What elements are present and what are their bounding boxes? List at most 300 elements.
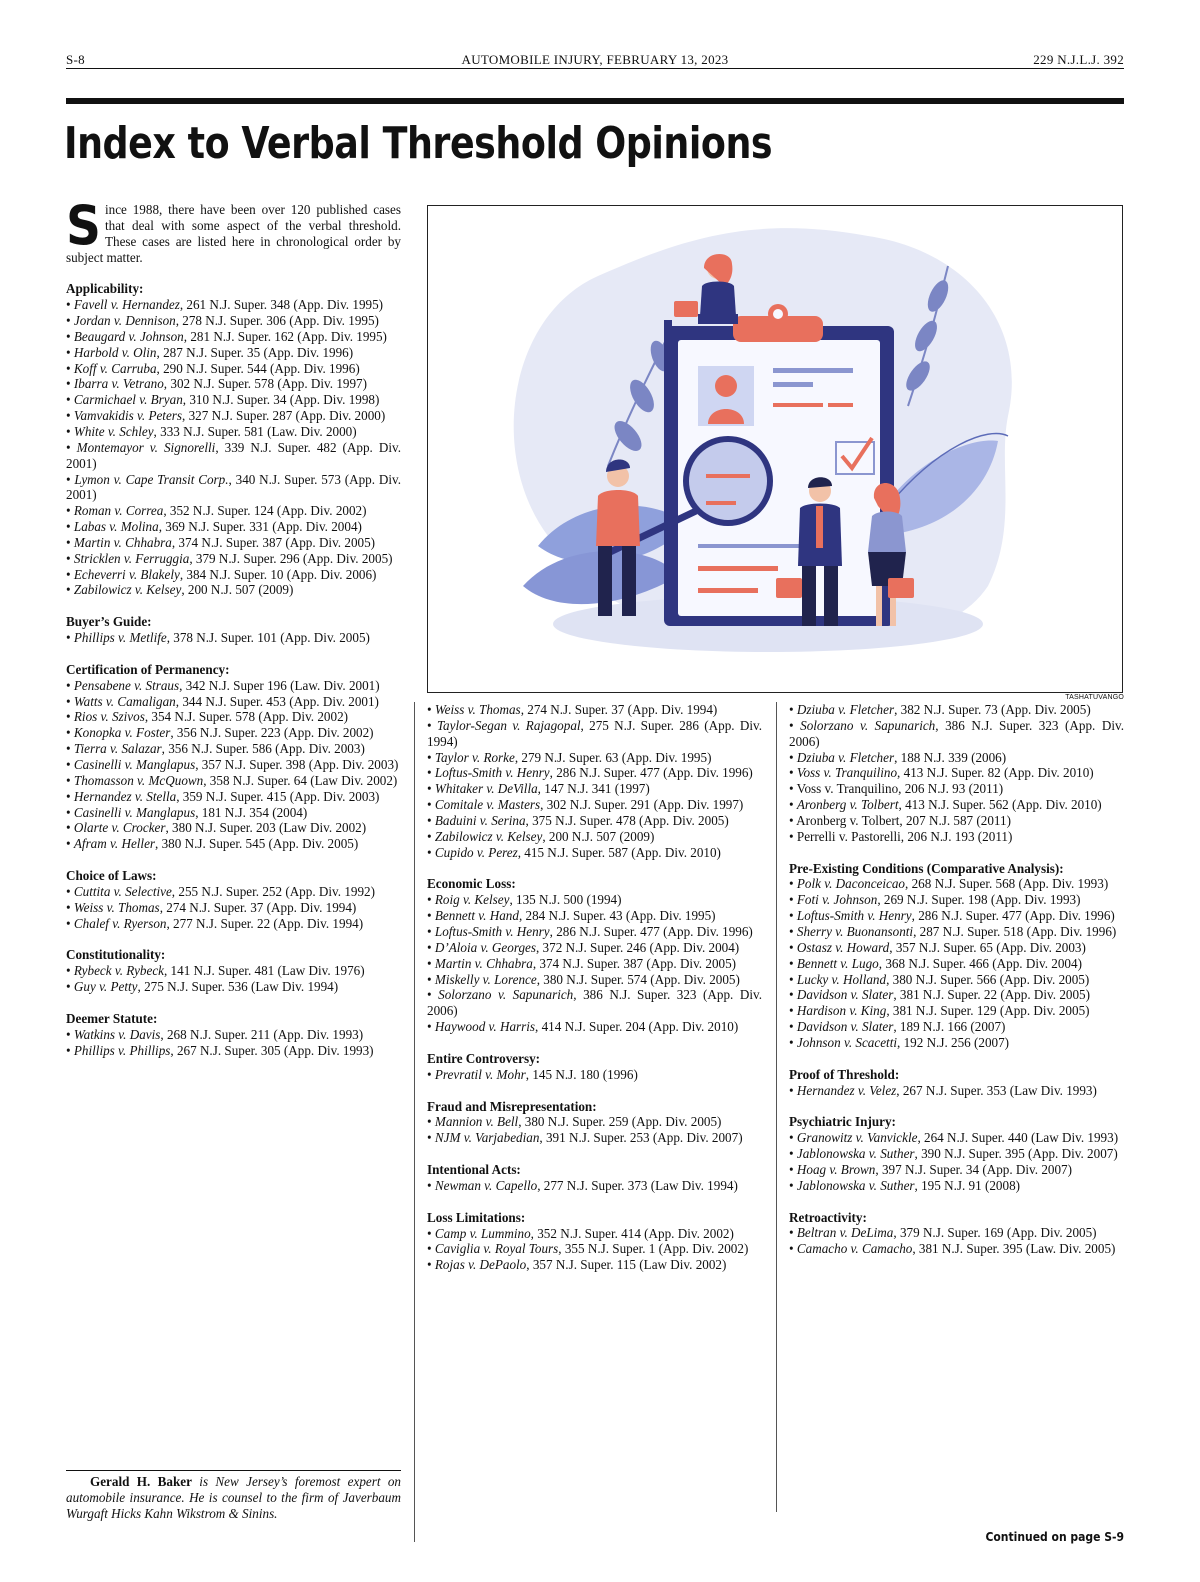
column-divider xyxy=(414,702,415,1542)
case-citation: , 380 N.J. Super. 203 (Law Div. 2002) xyxy=(165,820,367,836)
case-entry: • Martin v. Chhabra, 374 N.J. Super. 387 (App. Div. 2005) xyxy=(66,534,376,550)
case-citation: , 414 N.J. Super. 204 (App. Div. 2010) xyxy=(535,1019,739,1035)
case-citation: , 200 N.J. 507 (2009) xyxy=(181,582,294,598)
case-entry: • Watts v. Camaligan, 344 N.J. Super. 453 (App. Div. 2001) xyxy=(66,693,379,709)
column-3 xyxy=(789,702,1124,1273)
case-citation: , 333 N.J. Super. 581 (Law. Div. 2000) xyxy=(153,423,357,439)
case-name: Guy v. Petty xyxy=(73,979,138,995)
column-divider xyxy=(776,702,777,1512)
case-citation: , 275 N.J. Super. 286 (App. Div. 1994) xyxy=(427,717,763,749)
case-name: Roman v. Correa xyxy=(73,503,164,519)
index-section xyxy=(789,1114,1124,1193)
section-heading: Buyer’s Guide: xyxy=(66,614,152,630)
case-name: Miskelly v. Lorence xyxy=(434,971,537,987)
case-citation: , 281 N.J. Super. 162 (App. Div. 1995) xyxy=(183,328,387,344)
case-entry: • Echeverri v. Blakely, 384 N.J. Super. 10 (App. Div. 2006) xyxy=(66,566,377,582)
case-citation: , 357 N.J. Super. 398 (App. Div. 2003) xyxy=(195,757,399,772)
case-name: Baduini v. Serina xyxy=(434,812,526,828)
case-name: Zabilowicz v. Kelsey xyxy=(434,828,543,844)
case-name: Loftus-Smith v. Henry xyxy=(434,923,550,939)
case-name: Ostasz v. Howard xyxy=(796,939,890,955)
case-entry: • Tierra v. Salazar, 356 N.J. Super. 586 (App. Div. 2003) xyxy=(66,741,365,757)
case-entry: • Zabilowicz v. Kelsey, 200 N.J. 507 (2009) xyxy=(427,828,655,844)
case-citation: , 380 N.J. Super. 259 (App. Div. 2005) xyxy=(518,1114,722,1130)
case-entry: • Camp v. Lummino, 352 N.J. Super. 414 (App. Div. 2002) xyxy=(427,1225,734,1241)
case-entry: • Taylor-Segan v. Rajagopal, 275 N.J. Super. 286 (App. Div. 1994) xyxy=(427,717,763,749)
case-name: Roig v. Kelsey xyxy=(434,892,510,908)
case-name: Phillips v. Phillips xyxy=(73,1042,171,1058)
case-entry: • Phillips v. Metlife, 378 N.J. Super. 101 (App. Div. 2005) xyxy=(66,630,370,646)
section-heading: Retroactivity: xyxy=(789,1209,867,1225)
heavy-rule xyxy=(66,98,1124,104)
case-name: Thomasson v. McQuown xyxy=(73,772,204,788)
case-citation: , 380 N.J. Super. 574 (App. Div. 2005) xyxy=(536,971,740,987)
column-2-sections xyxy=(427,702,762,1273)
case-name: Afram v. Heller xyxy=(73,836,156,852)
case-citation: , 356 N.J. Super. 223 (App. Div. 2002) xyxy=(170,725,374,741)
index-section xyxy=(427,1099,762,1147)
case-entry: • Ostasz v. Howard, 357 N.J. Super. 65 (App. Div. 2003) xyxy=(789,939,1086,955)
case-entry: • Afram v. Heller, 380 N.J. Super. 545 (App. Div. 2005) xyxy=(66,836,359,852)
column-2 xyxy=(427,702,762,1289)
section-heading: Economic Loss: xyxy=(427,876,516,892)
case-name: Loftus-Smith v. Henry xyxy=(796,908,912,924)
case-entry: • Konopka v. Foster, 356 N.J. Super. 223 (App. Div. 2002) xyxy=(66,725,374,741)
case-name: Montemayor v. Signorelli xyxy=(76,439,216,455)
case-entry: • Aronberg v. Tolbert, 413 N.J. Super. 562 (App. Div. 2010) xyxy=(789,797,1102,813)
case-citation: , 188 N.J. 339 (2006) xyxy=(894,749,1007,765)
case-citation: , 380 N.J. Super. 566 (App. Div. 2005) xyxy=(886,971,1090,987)
case-citation: , 354 N.J. Super. 578 (App. Div. 2002) xyxy=(144,709,349,725)
case-entry: • Favell v. Hernandez, 261 N.J. Super. 348 (App. Div. 1995) xyxy=(66,297,384,313)
case-name: Zabilowicz v. Kelsey xyxy=(73,582,182,598)
case-entry: • Pensabene v. Straus, 342 N.J. Super 196 (Law. Div. 2001) xyxy=(66,677,380,693)
case-citation: , 355 N.J. Super. 1 (App. Div. 2002) xyxy=(558,1241,749,1257)
case-entry: • Guy v. Petty, 275 N.J. Super. 536 (Law Div. 1994) xyxy=(66,979,339,995)
illustration xyxy=(427,205,1123,693)
section-heading: Certification of Permanency: xyxy=(66,661,230,677)
case-entry: • Lymon v. Cape Transit Corp., 340 N.J. Super. 573 (App. Div. 2001) xyxy=(66,471,401,503)
case-entry: • Beaugard v. Johnson, 281 N.J. Super. 162 (App. Div. 1995) xyxy=(66,328,387,344)
index-section xyxy=(427,876,762,1034)
case-entry: • Rojas v. DePaolo, 357 N.J. Super. 115 (Law Div. 2002) xyxy=(427,1257,727,1273)
case-entry: • Roig v. Kelsey, 135 N.J. 500 (1994) xyxy=(427,892,622,908)
author-name: Gerald H. Baker xyxy=(90,1474,192,1489)
case-entry: • Cupido v. Perez, 415 N.J. Super. 587 (App. Div. 2010) xyxy=(427,844,721,860)
case-entry: • Polk v. Daconceicao, 268 N.J. Super. 568 (App. Div. 1993) xyxy=(789,876,1109,892)
case-name: Hardison v. King xyxy=(796,1003,887,1019)
case-name: Dziuba v. Fletcher xyxy=(796,702,895,717)
section-heading: Intentional Acts: xyxy=(427,1162,521,1178)
case-entry: • Casinelli v. Manglapus, 181 N.J. 354 (2004) xyxy=(66,804,308,820)
case-entry: • Voss v. Tranquilino, 413 N.J. Super. 82 (App. Div. 2010) xyxy=(789,765,1094,781)
case-name: Polk v. Daconceicao xyxy=(796,876,906,892)
case-entry: • Solorzano v. Sapunarich, 386 N.J. Super. 323 (App. Div. 2006) xyxy=(427,987,762,1019)
index-section xyxy=(66,947,401,995)
case-citation: , 267 N.J. Super. 305 (App. Div. 1993) xyxy=(170,1042,374,1058)
case-entry: • Cuttita v. Selective, 255 N.J. Super. 252 (App. Div. 1992) xyxy=(66,883,375,899)
clipboard-team-illustration xyxy=(428,206,1122,692)
case-entry: • Labas v. Molina, 369 N.J. Super. 331 (App. Div. 2004) xyxy=(66,519,362,535)
case-name: Labas v. Molina xyxy=(73,519,159,535)
case-entry: • NJM v. Varjabedian, 391 N.J. Super. 253 (App. Div. 2007) xyxy=(427,1130,743,1146)
case-entry: • Prevratil v. Mohr, 145 N.J. 180 (1996) xyxy=(427,1066,638,1082)
case-citation: , 200 N.J. 507 (2009) xyxy=(542,828,655,844)
case-citation: , 374 N.J. Super. 387 (App. Div. 2005) xyxy=(171,534,376,550)
case-citation: , 384 N.J. Super. 10 (App. Div. 2006) xyxy=(179,566,377,582)
case-entry: • Martin v. Chhabra, 374 N.J. Super. 387 (App. Div. 2005) xyxy=(427,955,737,971)
case-citation: , 352 N.J. Super. 124 (App. Div. 2002) xyxy=(163,503,367,519)
author-bio-text: is New Jersey’s foremost expert on automobile insurance. He is counsel to the firm of Javerbaum Wurgaft Hicks Kahn Wikstrom & Sinins. xyxy=(66,1474,401,1521)
section-heading: Entire Controversy: xyxy=(427,1050,541,1066)
case-name: Olarte v. Crocker xyxy=(73,820,166,836)
case-name: Davidson v. Slater xyxy=(796,987,894,1003)
case-name: Jablonowska v. Suther xyxy=(796,1177,915,1193)
case-citation: , 141 N.J. Super. 481 (Law Div. 1976) xyxy=(163,963,365,979)
case-citation: , 195 N.J. 91 (2008) xyxy=(914,1177,1021,1193)
case-citation: , 368 N.J. Super. 466 (App. Div. 2004) xyxy=(878,955,1082,971)
case-citation: , 277 N.J. Super. 373 (Law Div. 1994) xyxy=(537,1177,738,1193)
case-name: Chalef v. Ryerson xyxy=(73,915,167,931)
case-name: Hoag v. Brown xyxy=(796,1161,876,1177)
case-name: Voss v. Tranquilino xyxy=(796,765,898,781)
case-citation: , 381 N.J. Super. 22 (App. Div. 2005) xyxy=(893,987,1090,1003)
case-entry: • Taylor v. Rorke, 279 N.J. Super. 63 (App. Div. 1995) xyxy=(427,749,712,765)
case-name: Martin v. Chhabra xyxy=(73,534,172,550)
case-entry: • Vamvakidis v. Peters, 327 N.J. Super. 287 (App. Div. 2000) xyxy=(66,408,386,424)
case-citation: , 372 N.J. Super. 246 (App. Div. 2004) xyxy=(535,939,740,955)
case-name: Newman v. Capello xyxy=(434,1177,538,1193)
case-entry: • Phillips v. Phillips, 267 N.J. Super. 305 (App. Div. 1993) xyxy=(66,1042,374,1058)
case-citation: , 135 N.J. 500 (1994) xyxy=(509,892,622,908)
case-citation: , 374 N.J. Super. 387 (App. Div. 2005) xyxy=(532,955,737,971)
section-heading: Fraud and Misrepresentation: xyxy=(427,1098,597,1114)
case-entry: • Weiss v. Thomas, 274 N.J. Super. 37 (App. Div. 1994) xyxy=(427,702,718,717)
section-heading: Proof of Threshold: xyxy=(789,1066,900,1082)
case-citation: , 181 N.J. 354 (2004) xyxy=(195,804,308,820)
case-entry: • Foti v. Johnson, 269 N.J. Super. 198 (App. Div. 1993) xyxy=(789,892,1081,908)
case-entry: • Olarte v. Crocker, 380 N.J. Super. 203 (Law Div. 2002) xyxy=(66,820,367,836)
case-name: Watts v. Camaligan xyxy=(73,693,176,709)
case-citation: , 279 N.J. Super. 63 (App. Div. 1995) xyxy=(514,749,712,765)
case-entry: • Thomasson v. McQuown, 358 N.J. Super. 64 (Law Div. 2002) xyxy=(66,772,398,788)
case-name: Granowitz v. Vanvickle xyxy=(796,1130,918,1146)
case-entry: • Dziuba v. Fletcher, 188 N.J. 339 (2006) xyxy=(789,749,1007,765)
case-name: Cuttita v. Selective xyxy=(73,883,172,899)
case-entry: • Bennett v. Hand, 284 N.J. Super. 43 (App. Div. 1995) xyxy=(427,908,716,924)
case-entry: • Stricklen v. Ferruggia, 379 N.J. Super. 296 (App. Div. 2005) xyxy=(66,550,393,566)
case-entry: • Watkins v. Davis, 268 N.J. Super. 211 (App. Div. 1993) xyxy=(66,1026,364,1042)
case-name: Bennett v. Hand xyxy=(434,908,519,924)
case-name: Foti v. Johnson xyxy=(796,892,878,908)
case-citation: , 189 N.J. 166 (2007) xyxy=(893,1019,1006,1035)
case-citation: , 379 N.J. Super. 296 (App. Div. 2005) xyxy=(189,550,393,566)
index-section xyxy=(789,702,1124,845)
case-name: Cupido v. Perez xyxy=(434,844,518,860)
case-citation: , 357 N.J. Super. 115 (Law Div. 2002) xyxy=(526,1257,727,1273)
case-name: Rios v. Szivos xyxy=(73,709,145,725)
photo-credit: TASHATUVANGO xyxy=(1065,694,1124,701)
case-entry: • Perrelli v. Pastorelli, 206 N.J. 193 (2011) xyxy=(789,828,1013,844)
case-citation: , 286 N.J. Super. 477 (App. Div. 1996) xyxy=(549,923,753,939)
case-entry: • Koff v. Carruba, 290 N.J. Super. 544 (App. Div. 1996) xyxy=(66,360,360,376)
case-citation: , 356 N.J. Super. 586 (App. Div. 2003) xyxy=(161,741,365,757)
index-section xyxy=(66,614,401,646)
case-name: Dziuba v. Fletcher xyxy=(796,749,895,765)
case-citation: , 386 N.J. Super. 323 (App. Div. 2006) xyxy=(427,987,762,1019)
case-citation: , 277 N.J. Super. 22 (App. Div. 1994) xyxy=(166,915,364,931)
case-citation: , 327 N.J. Super. 287 (App. Div. 2000) xyxy=(182,408,386,424)
case-entry: • Beltran v. DeLima, 379 N.J. Super. 169 (App. Div. 2005) xyxy=(789,1225,1097,1241)
case-citation: , 302 N.J. Super. 291 (App. Div. 1997) xyxy=(540,797,744,813)
section-heading: Loss Limitations: xyxy=(427,1209,526,1225)
index-section xyxy=(427,702,762,860)
case-name: Konopka v. Foster xyxy=(73,725,171,741)
case-citation: , 375 N.J. Super. 478 (App. Div. 2005) xyxy=(525,812,729,828)
case-citation: , 390 N.J. Super. 395 (App. Div. 2007) xyxy=(914,1146,1118,1162)
case-name: Hernandez v. Velez xyxy=(796,1082,897,1098)
case-name: Weiss v. Thomas xyxy=(73,899,160,915)
case-citation: Perrelli v. Pastorelli, 206 N.J. 193 (2011) xyxy=(796,828,1013,844)
case-name: Tierra v. Salazar xyxy=(73,741,162,757)
case-name: Comitale v. Masters xyxy=(434,797,541,813)
case-entry: • Loftus-Smith v. Henry, 286 N.J. Super. 477 (App. Div. 1996) xyxy=(789,908,1115,924)
intro-paragraph xyxy=(66,194,401,265)
case-citation: , 339 N.J. Super. 482 (App. Div. 2001) xyxy=(66,439,402,471)
case-citation: , 397 N.J. Super. 34 (App. Div. 2007) xyxy=(875,1161,1072,1177)
column-1-sections xyxy=(66,281,401,1058)
intro-text: ince 1988, there have been over 120 published cases that deal with some aspect of the verbal threshold. These cases are listed here in chronological order by subject matter. xyxy=(66,202,401,265)
case-citation: , 415 N.J. Super. 587 (App. Div. 2010) xyxy=(517,844,721,860)
case-citation: , 358 N.J. Super. 64 (Law Div. 2002) xyxy=(203,772,398,788)
case-name: Solorzano v. Sapunarich xyxy=(800,717,936,733)
column-1 xyxy=(66,194,402,1075)
case-name: Bennett v. Lugo xyxy=(796,955,879,971)
case-citation: , 274 N.J. Super. 37 (App. Div. 1994) xyxy=(159,899,357,915)
case-name: White v. Schley xyxy=(73,423,154,439)
case-citation: , 352 N.J. Super. 414 (App. Div. 2002) xyxy=(530,1225,734,1241)
case-citation: , 287 N.J. Super. 35 (App. Div. 1996) xyxy=(156,344,354,360)
case-entry: • Rios v. Szivos, 354 N.J. Super. 578 (App. Div. 2002) xyxy=(66,709,349,725)
section-heading: Deemer Statute: xyxy=(66,1010,158,1026)
index-section xyxy=(66,662,401,852)
case-name: Beaugard v. Johnson xyxy=(73,328,184,344)
case-entry: • Zabilowicz v. Kelsey, 200 N.J. 507 (2009) xyxy=(66,582,294,598)
case-name: Echeverri v. Blakely xyxy=(73,566,180,582)
case-name: Casinelli v. Manglapus xyxy=(73,804,196,820)
case-entry: • Solorzano v. Sapunarich, 386 N.J. Super. 323 (App. Div. 2006) xyxy=(789,717,1124,749)
case-citation: , 369 N.J. Super. 331 (App. Div. 2004) xyxy=(158,519,362,535)
case-entry: • Granowitz v. Vanvickle, 264 N.J. Super. 440 (Law Div. 1993) xyxy=(789,1130,1119,1146)
case-citation: , 261 N.J. Super. 348 (App. Div. 1995) xyxy=(179,297,384,313)
section-heading: Choice of Laws: xyxy=(66,868,157,884)
column-3-sections xyxy=(789,702,1124,1257)
case-citation: , 287 N.J. Super. 518 (App. Div. 1996) xyxy=(913,923,1117,939)
case-entry: • Hoag v. Brown, 397 N.J. Super. 34 (App. Div. 2007) xyxy=(789,1161,1072,1177)
case-entry: • Baduini v. Serina, 375 N.J. Super. 478 (App. Div. 2005) xyxy=(427,812,729,828)
author-bio xyxy=(66,1470,401,1522)
case-citation: , 310 N.J. Super. 34 (App. Div. 1998) xyxy=(182,392,380,408)
case-citation: , 269 N.J. Super. 198 (App. Div. 1993) xyxy=(877,892,1081,908)
case-name: Johnson v. Scacetti xyxy=(796,1034,897,1050)
case-name: Ibarra v. Vetrano xyxy=(73,376,164,392)
case-citation: , 413 N.J. Super. 82 (App. Div. 2010) xyxy=(897,765,1094,781)
case-name: D’Aloia v. Georges xyxy=(434,939,536,955)
case-entry: • Aronberg v. Tolbert, 207 N.J. 587 (2011) xyxy=(789,812,1011,828)
case-entry: • Sherry v. Buonansonti, 287 N.J. Super. 518 (App. Div. 1996) xyxy=(789,923,1117,939)
case-citation: , 267 N.J. Super. 353 (Law Div. 1993) xyxy=(896,1082,1097,1098)
continued-note: Continued on page S-9 xyxy=(985,1530,1124,1544)
case-entry: • Caviglia v. Royal Tours, 355 N.J. Super. 1 (App. Div. 2002) xyxy=(427,1241,749,1257)
case-entry: • Ibarra v. Vetrano, 302 N.J. Super. 578 (App. Div. 1997) xyxy=(66,376,367,392)
case-citation: , 264 N.J. Super. 440 (Law Div. 1993) xyxy=(917,1130,1119,1146)
index-section xyxy=(66,1011,401,1059)
case-entry: • Roman v. Correa, 352 N.J. Super. 124 (App. Div. 2002) xyxy=(66,503,367,519)
case-name: NJM v. Varjabedian xyxy=(434,1130,540,1146)
case-name: Vamvakidis v. Peters xyxy=(73,408,183,424)
case-entry: • Rybeck v. Rybeck, 141 N.J. Super. 481 (Law Div. 1976) xyxy=(66,963,365,979)
case-citation: , 380 N.J. Super. 545 (App. Div. 2005) xyxy=(155,836,359,852)
case-citation: , 274 N.J. Super. 37 (App. Div. 1994) xyxy=(520,702,718,717)
case-citation: , 342 N.J. Super 196 (Law. Div. 2001) xyxy=(179,677,380,693)
case-citation: , 145 N.J. 180 (1996) xyxy=(525,1066,638,1082)
case-entry: • Hardison v. King, 381 N.J. Super. 129 (App. Div. 2005) xyxy=(789,1003,1090,1019)
case-citation: , 340 N.J. Super. 573 (App. Div. 2001) xyxy=(66,471,401,503)
case-citation: , 357 N.J. Super. 65 (App. Div. 2003) xyxy=(889,939,1086,955)
case-name: Sherry v. Buonansonti xyxy=(796,923,914,939)
publication-line: AUTOMOBILE INJURY, FEBRUARY 13, 2023 xyxy=(461,52,729,67)
case-name: Stricklen v. Ferruggia xyxy=(73,550,190,566)
case-entry: • Comitale v. Masters, 302 N.J. Super. 291 (App. Div. 1997) xyxy=(427,797,744,813)
case-entry: • Haywood v. Harris, 414 N.J. Super. 204 (App. Div. 2010) xyxy=(427,1019,739,1035)
page-number: S-8 xyxy=(66,52,85,67)
case-entry: • Newman v. Capello, 277 N.J. Super. 373 (Law Div. 1994) xyxy=(427,1177,738,1193)
case-entry: • Whitaker v. DeVilla, 147 N.J. 341 (1997) xyxy=(427,781,650,797)
case-name: Camacho v. Camacho xyxy=(796,1241,913,1257)
case-entry: • Jablonowska v. Suther, 390 N.J. Super. 395 (App. Div. 2007) xyxy=(789,1146,1118,1162)
index-section xyxy=(789,1210,1124,1258)
case-citation: Aronberg v. Tolbert, 207 N.J. 587 (2011) xyxy=(796,812,1011,828)
case-citation: Voss v. Tranquilino, 206 N.J. 93 (2011) xyxy=(796,781,1004,797)
index-section xyxy=(66,281,401,598)
case-citation: , 359 N.J. Super. 415 (App. Div. 2003) xyxy=(176,788,380,804)
case-name: Taylor-Segan v. Rajagopal xyxy=(436,717,581,733)
case-name: Carmichael v. Bryan xyxy=(73,392,183,408)
case-citation: , 391 N.J. Super. 253 (App. Div. 2007) xyxy=(539,1130,743,1146)
case-name: Martin v. Chhabra xyxy=(434,955,533,971)
case-entry: • Dziuba v. Fletcher, 382 N.J. Super. 73 (App. Div. 2005) xyxy=(789,702,1091,717)
case-name: Favell v. Hernandez xyxy=(73,297,180,313)
case-name: Aronberg v. Tolbert xyxy=(796,797,899,813)
case-name: Prevratil v. Mohr xyxy=(434,1066,526,1082)
case-name: Koff v. Carruba xyxy=(73,360,157,376)
case-name: Mannion v. Bell xyxy=(434,1114,519,1130)
case-citation: , 381 N.J. Super. 395 (Law. Div. 2005) xyxy=(912,1241,1116,1257)
case-entry: • Loftus-Smith v. Henry, 286 N.J. Super. 477 (App. Div. 1996) xyxy=(427,923,753,939)
case-name: Loftus-Smith v. Henry xyxy=(434,765,550,781)
case-entry: • Jordan v. Dennison, 278 N.J. Super. 306 (App. Div. 1995) xyxy=(66,313,379,329)
case-entry: • Chalef v. Ryerson, 277 N.J. Super. 22 (App. Div. 1994) xyxy=(66,915,364,931)
case-name: Rojas v. DePaolo xyxy=(434,1257,527,1273)
case-name: Harbold v. Olin xyxy=(73,344,157,360)
case-name: Phillips v. Metlife xyxy=(73,630,167,646)
case-entry: • Lucky v. Holland, 380 N.J. Super. 566 (App. Div. 2005) xyxy=(789,971,1090,987)
case-name: Davidson v. Slater xyxy=(796,1019,894,1035)
case-entry: • Montemayor v. Signorelli, 339 N.J. Super. 482 (App. Div. 2001) xyxy=(66,439,402,471)
case-citation: , 286 N.J. Super. 477 (App. Div. 1996) xyxy=(549,765,753,781)
case-citation: , 147 N.J. 341 (1997) xyxy=(537,781,650,797)
index-section xyxy=(66,868,401,931)
case-entry: • Harbold v. Olin, 287 N.J. Super. 35 (App. Div. 1996) xyxy=(66,344,354,360)
case-citation: , 286 N.J. Super. 477 (App. Div. 1996) xyxy=(911,908,1115,924)
case-entry: • Hernandez v. Stella, 359 N.J. Super. 415 (App. Div. 2003) xyxy=(66,788,380,804)
case-citation: , 290 N.J. Super. 544 (App. Div. 1996) xyxy=(156,360,360,376)
case-citation: , 378 N.J. Super. 101 (App. Div. 2005) xyxy=(166,630,370,646)
case-citation: , 379 N.J. Super. 169 (App. Div. 2005) xyxy=(893,1225,1097,1241)
case-citation: , 192 N.J. 256 (2007) xyxy=(897,1034,1010,1050)
case-entry: • Voss v. Tranquilino, 206 N.J. 93 (2011) xyxy=(789,781,1004,797)
case-citation: , 284 N.J. Super. 43 (App. Div. 1995) xyxy=(518,908,716,924)
case-citation: , 381 N.J. Super. 129 (App. Div. 2005) xyxy=(886,1003,1090,1019)
case-entry: • Camacho v. Camacho, 381 N.J. Super. 395 (Law. Div. 2005) xyxy=(789,1241,1116,1257)
section-heading: Psychiatric Injury: xyxy=(789,1114,896,1130)
index-section xyxy=(427,1162,762,1194)
case-entry: • Johnson v. Scacetti, 192 N.J. 256 (2007) xyxy=(789,1034,1010,1050)
case-entry: • White v. Schley, 333 N.J. Super. 581 (Law. Div. 2000) xyxy=(66,423,357,439)
case-entry: • Weiss v. Thomas, 274 N.J. Super. 37 (App. Div. 1994) xyxy=(66,899,357,915)
case-citation: , 255 N.J. Super. 252 (App. Div. 1992) xyxy=(171,883,375,899)
case-name: Whitaker v. DeVilla xyxy=(434,781,538,797)
case-name: Caviglia v. Royal Tours xyxy=(434,1241,559,1257)
case-citation: , 275 N.J. Super. 536 (Law Div. 1994) xyxy=(137,979,339,995)
case-name: Haywood v. Harris xyxy=(434,1019,536,1035)
case-entry: • Davidson v. Slater, 381 N.J. Super. 22 (App. Div. 2005) xyxy=(789,987,1090,1003)
journal-citation: 229 N.J.L.J. 392 xyxy=(1033,52,1124,67)
case-entry: • D’Aloia v. Georges, 372 N.J. Super. 246 (App. Div. 2004) xyxy=(427,939,740,955)
case-citation: , 302 N.J. Super. 578 (App. Div. 1997) xyxy=(163,376,367,392)
case-entry: • Mannion v. Bell, 380 N.J. Super. 259 (App. Div. 2005) xyxy=(427,1114,722,1130)
case-name: Jordan v. Dennison xyxy=(73,313,176,329)
index-section xyxy=(789,1067,1124,1099)
case-citation: , 268 N.J. Super. 568 (App. Div. 1993) xyxy=(905,876,1109,892)
case-name: Lymon v. Cape Transit Corp. xyxy=(74,471,229,487)
section-heading: Pre-Existing Conditions (Comparative Analysis): xyxy=(789,860,1064,876)
case-name: Lucky v. Holland xyxy=(796,971,887,987)
case-name: Watkins v. Davis xyxy=(73,1026,161,1042)
case-name: Jablonowska v. Suther xyxy=(796,1146,915,1162)
index-section xyxy=(789,861,1124,1051)
case-citation: , 413 N.J. Super. 562 (App. Div. 2010) xyxy=(898,797,1102,813)
case-citation: , 344 N.J. Super. 453 (App. Div. 2001) xyxy=(175,693,379,709)
case-entry: • Miskelly v. Lorence, 380 N.J. Super. 574 (App. Div. 2005) xyxy=(427,971,740,987)
case-citation: , 382 N.J. Super. 73 (App. Div. 2005) xyxy=(894,702,1091,717)
case-name: Pensabene v. Straus xyxy=(73,677,180,693)
case-entry: • Hernandez v. Velez, 267 N.J. Super. 353 (Law Div. 1993) xyxy=(789,1082,1097,1098)
drop-cap: S xyxy=(66,194,101,257)
case-name: Beltran v. DeLima xyxy=(796,1225,894,1241)
case-entry: • Carmichael v. Bryan, 310 N.J. Super. 34 (App. Div. 1998) xyxy=(66,392,380,408)
article-title: Index to Verbal Threshold Opinions xyxy=(64,118,773,169)
section-heading: Constitutionality: xyxy=(66,947,166,963)
case-name: Casinelli v. Manglapus xyxy=(73,757,196,772)
case-entry: • Loftus-Smith v. Henry, 286 N.J. Super. 477 (App. Div. 1996) xyxy=(427,765,753,781)
index-section xyxy=(427,1210,762,1273)
case-name: Taylor v. Rorke xyxy=(434,749,515,765)
case-name: Solorzano v. Sapunarich xyxy=(438,987,574,1003)
case-name: Camp v. Lummino xyxy=(434,1225,531,1241)
case-name: Rybeck v. Rybeck xyxy=(73,963,164,979)
case-entry: • Jablonowska v. Suther, 195 N.J. 91 (2008) xyxy=(789,1177,1021,1193)
